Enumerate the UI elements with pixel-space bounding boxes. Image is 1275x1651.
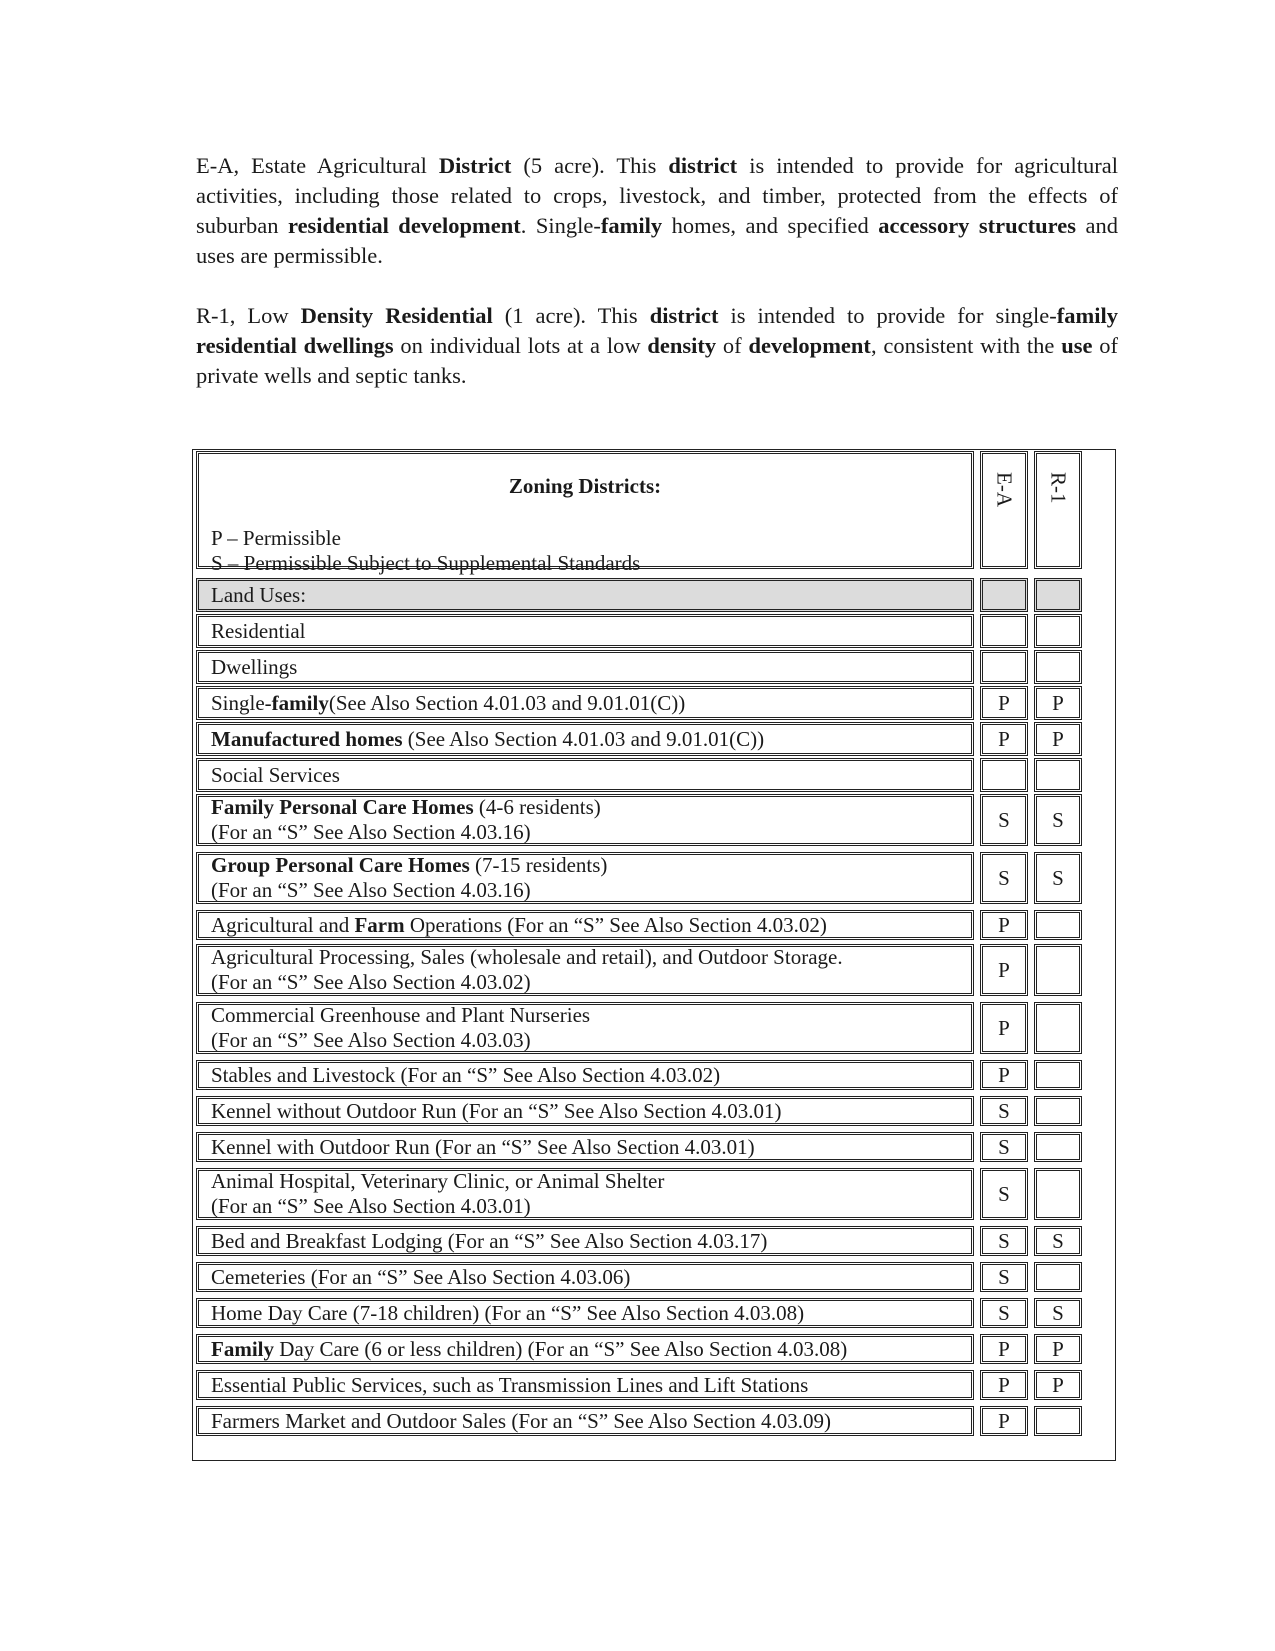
land-use-label: Home Day Care (7-18 children) (For an “S” See Also Section 4.03.08) — [211, 1300, 805, 1325]
permission-cell-r1 — [1034, 578, 1082, 612]
land-use-label-cell — [196, 722, 974, 756]
land-use-label: Essential Public Services, such as Transmission Lines and Lift Stations — [211, 1372, 809, 1397]
permission-value-r1 — [1037, 581, 1079, 609]
permission-cell-r1 — [1034, 1334, 1082, 1364]
permission-value-r1 — [1037, 1135, 1079, 1159]
permission-cell-ea — [980, 1334, 1028, 1364]
permission-value-r1 — [1037, 653, 1079, 681]
permission-cell-r1 — [1034, 722, 1082, 756]
permission-cell-r1 — [1034, 650, 1082, 684]
permission-value-ea: S — [998, 1181, 1010, 1206]
land-use-label: Kennel with Outdoor Run (For an “S” See Also Section 4.03.01) — [211, 1134, 755, 1159]
land-use-label-cell — [196, 1168, 974, 1220]
land-use-label-cell — [196, 1096, 974, 1126]
land-use-label-cell — [196, 1002, 974, 1054]
r1-district-description: R-1, Low Density Residential (1 acre). This district is intended to provide for single-family residential dwellings on individual lots at a low density of development, consistent with the use of private wells and septic tanks. — [196, 303, 1118, 388]
column-header-ea-label: E-A — [992, 472, 1017, 507]
land-use-label: Farmers Market and Outdoor Sales (For an “S” See Also Section 4.03.09) — [211, 1408, 831, 1433]
land-use-label-cell — [196, 614, 974, 648]
permission-cell-ea — [980, 910, 1028, 940]
column-header-r1-label: R-1 — [1046, 472, 1071, 504]
land-use-label: Manufactured homes (See Also Section 4.01.03 and 9.01.01(C)) — [211, 726, 765, 751]
legend — [211, 526, 640, 576]
permission-value-ea: S — [998, 1300, 1010, 1325]
land-use-label-cell — [196, 1262, 974, 1292]
ea-district-description: E-A, Estate Agricultural District (5 acre). This district is intended to provide for agricultural activities, including those related to crops, livestock, and timber, protected from the effects of suburban residential development. Single-family homes, and specified accessory structures and uses are permissible. — [196, 153, 1118, 268]
land-use-label: Kennel without Outdoor Run (For an “S” See Also Section 4.03.01) — [211, 1098, 782, 1123]
land-use-label: Social Services — [211, 762, 340, 787]
permission-value-r1: P — [1052, 726, 1064, 751]
permission-value-ea: P — [998, 1336, 1010, 1361]
land-use-label-cell — [196, 794, 974, 846]
permission-cell-r1 — [1034, 1060, 1082, 1090]
permission-cell-ea — [980, 1406, 1028, 1436]
land-use-label-note: (For an “S” See Also Section 4.03.03) — [211, 1028, 531, 1052]
permission-value-r1 — [1037, 1005, 1079, 1051]
permission-value-ea: P — [998, 912, 1010, 937]
land-use-label-cell — [196, 650, 974, 684]
permission-cell-r1 — [1034, 910, 1082, 940]
land-use-label: Single-family(See Also Section 4.01.03 and 9.01.01(C)) — [211, 690, 686, 715]
land-use-label-cell — [196, 944, 974, 996]
permission-cell-ea — [980, 852, 1028, 904]
legend-supplemental: S – Permissible Subject to Supplemental Standards — [211, 551, 641, 575]
permission-cell-r1 — [1034, 758, 1082, 792]
permission-cell-r1 — [1034, 1168, 1082, 1220]
land-use-label: Commercial Greenhouse and Plant Nurseries — [211, 1003, 591, 1027]
permission-cell-ea — [980, 686, 1028, 720]
permission-cell-ea — [980, 1096, 1028, 1126]
land-use-label: Family Personal Care Homes (4-6 residents) — [211, 795, 601, 819]
permission-cell-r1 — [1034, 1132, 1082, 1162]
permission-cell-r1 — [1034, 852, 1082, 904]
permission-cell-r1 — [1034, 1298, 1082, 1328]
permission-value-r1 — [1037, 761, 1079, 789]
land-use-label-cell — [196, 1298, 974, 1328]
column-header-ea — [980, 451, 1028, 569]
permission-value-ea: P — [998, 726, 1010, 751]
permission-value-r1 — [1037, 913, 1079, 937]
permission-cell-ea — [980, 1370, 1028, 1400]
permission-value-r1 — [1037, 1265, 1079, 1289]
permission-value-r1 — [1037, 1409, 1079, 1433]
permission-value-r1: P — [1052, 1336, 1064, 1361]
land-use-label-cell — [196, 1060, 974, 1090]
permission-value-ea: S — [998, 1264, 1010, 1289]
permission-cell-r1 — [1034, 614, 1082, 648]
permission-cell-r1 — [1034, 1226, 1082, 1256]
permission-cell-r1 — [1034, 794, 1082, 846]
land-use-label-cell — [196, 578, 974, 612]
permission-value-ea — [983, 581, 1025, 609]
permission-cell-ea — [980, 1002, 1028, 1054]
land-use-label: Group Personal Care Homes (7-15 residents) — [211, 853, 608, 877]
land-use-label-cell — [196, 1226, 974, 1256]
permission-value-r1: S — [1052, 1300, 1064, 1325]
permission-value-r1 — [1037, 947, 1079, 993]
land-use-label: Bed and Breakfast Lodging (For an “S” See Also Section 4.03.17) — [211, 1228, 768, 1253]
permission-value-ea: P — [998, 1062, 1010, 1087]
permission-cell-ea — [980, 944, 1028, 996]
land-use-label: Land Uses: — [211, 582, 307, 607]
permission-value-r1: S — [1052, 807, 1064, 832]
permission-value-r1: S — [1052, 865, 1064, 890]
permission-value-r1 — [1037, 617, 1079, 645]
permission-value-ea: S — [998, 1098, 1010, 1123]
permission-cell-ea — [980, 614, 1028, 648]
permission-value-r1: P — [1052, 690, 1064, 715]
permission-value-ea: S — [998, 1228, 1010, 1253]
land-use-label: Animal Hospital, Veterinary Clinic, or Animal Shelter — [211, 1169, 665, 1193]
permission-cell-r1 — [1034, 1406, 1082, 1436]
permission-cell-ea — [980, 578, 1028, 612]
permission-value-ea: P — [998, 957, 1010, 982]
permission-cell-ea — [980, 1298, 1028, 1328]
permission-cell-ea — [980, 1226, 1028, 1256]
permission-value-ea: P — [998, 1015, 1010, 1040]
permission-value-ea — [983, 653, 1025, 681]
permission-value-ea: S — [998, 865, 1010, 890]
permission-cell-ea — [980, 794, 1028, 846]
permission-value-ea: S — [998, 1134, 1010, 1159]
permission-value-ea — [983, 617, 1025, 645]
permission-value-ea: P — [998, 1408, 1010, 1433]
land-use-label-note: (For an “S” See Also Section 4.03.01) — [211, 1194, 531, 1218]
land-use-label: Agricultural and Farm Operations (For an “S” See Also Section 4.03.02) — [211, 912, 827, 937]
permission-cell-r1 — [1034, 944, 1082, 996]
land-use-label-cell — [196, 1370, 974, 1400]
permission-value-ea: P — [998, 1372, 1010, 1397]
land-use-label-note: (For an “S” See Also Section 4.03.16) — [211, 878, 531, 902]
legend-permissible: P – Permissible — [211, 526, 341, 550]
land-use-label: Agricultural Processing, Sales (wholesale and retail), and Outdoor Storage. — [211, 945, 843, 969]
land-use-label-note: (For an “S” See Also Section 4.03.02) — [211, 970, 531, 994]
permission-cell-r1 — [1034, 1096, 1082, 1126]
land-use-label: Residential — [211, 618, 306, 643]
land-use-label: Family Day Care (6 or less children) (For an “S” See Also Section 4.03.08) — [211, 1336, 848, 1361]
land-use-label: Stables and Livestock (For an “S” See Also Section 4.03.02) — [211, 1062, 721, 1087]
land-use-label-cell — [196, 1132, 974, 1162]
permission-value-ea: S — [998, 807, 1010, 832]
permission-cell-ea — [980, 650, 1028, 684]
land-use-label-note: (For an “S” See Also Section 4.03.16) — [211, 820, 531, 844]
land-use-label-cell — [196, 1406, 974, 1436]
permission-value-r1 — [1037, 1063, 1079, 1087]
land-use-label-cell — [196, 852, 974, 904]
land-use-label-cell — [196, 1334, 974, 1364]
land-use-label: Dwellings — [211, 654, 298, 679]
permission-cell-ea — [980, 1168, 1028, 1220]
zoning-districts-title: Zoning Districts: — [508, 474, 662, 498]
permission-cell-r1 — [1034, 1370, 1082, 1400]
permission-value-ea — [983, 761, 1025, 789]
permission-cell-r1 — [1034, 686, 1082, 720]
permission-value-r1: S — [1052, 1228, 1064, 1253]
permission-cell-ea — [980, 722, 1028, 756]
permission-cell-r1 — [1034, 1002, 1082, 1054]
permission-cell-ea — [980, 1060, 1028, 1090]
land-use-label-cell — [196, 910, 974, 940]
column-header-r1 — [1034, 451, 1082, 569]
permission-cell-ea — [980, 758, 1028, 792]
land-use-label-cell — [196, 758, 974, 792]
permission-value-r1 — [1037, 1171, 1079, 1217]
zoning-header-cell — [196, 451, 974, 575]
permission-value-ea: P — [998, 690, 1010, 715]
permission-cell-ea — [980, 1262, 1028, 1292]
permission-cell-r1 — [1034, 1262, 1082, 1292]
land-use-label-cell — [196, 686, 974, 720]
permission-value-r1 — [1037, 1099, 1079, 1123]
permission-cell-ea — [980, 1132, 1028, 1162]
permission-value-r1: P — [1052, 1372, 1064, 1397]
land-use-label: Cemeteries (For an “S” See Also Section 4.03.06) — [211, 1264, 631, 1289]
